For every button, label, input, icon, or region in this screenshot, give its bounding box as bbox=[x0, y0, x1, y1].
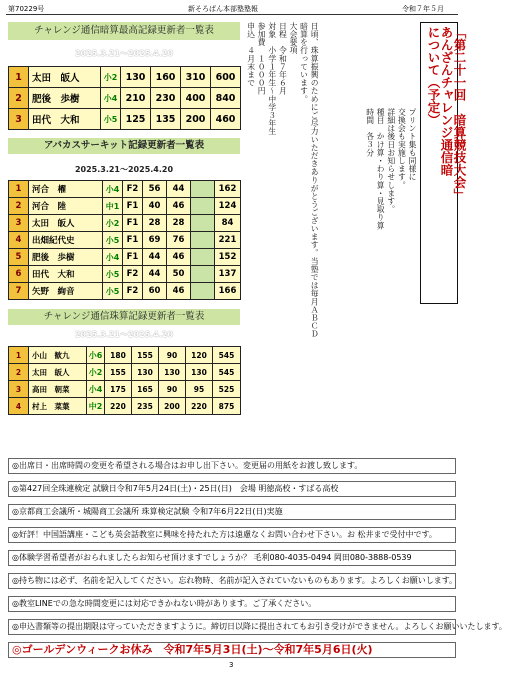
newsletter-title: 新そろばん本部塾塾報 bbox=[188, 5, 258, 13]
table-row: 6 田代 大和 小5 F2 44 50 137 bbox=[9, 266, 241, 283]
table-row: 1 小山 歓九 小6 180 155 90 120 545 bbox=[9, 347, 241, 364]
notice-item: ◎出席日・出席時間の変更を希望される場合はお申し出下さい。変更届の用紙をお渡し致します。 bbox=[8, 458, 456, 474]
table-row: 3 田代 大和 小5 125 135 200 460 bbox=[9, 109, 241, 130]
notice-item: ◎申込書類等の提出期限は守っていただきますように。締切日以降に提出されてもお引き受けができません。よろしくお願いいたします。 bbox=[8, 619, 456, 635]
notice-item: ◎持ち物には必ず、名前を記入してください。忘れ物時、名前が記入されていないものもあります。よろしくお願いします。 bbox=[8, 573, 456, 589]
table-row: 1 河合 櫂 小4 F2 56 44 162 bbox=[9, 181, 241, 198]
article-title: 「第二十一回 暗算競技大会」 あんざんチャレンジ通信暗 について（予定） bbox=[426, 26, 467, 201]
value-bar bbox=[191, 198, 215, 215]
table-row: 2 河合 陸 中1 F1 40 46 124 bbox=[9, 198, 241, 215]
table-row: 4 出畑紀代史 小5 F1 69 76 221 bbox=[9, 232, 241, 249]
table-row: 2 肥後 歩樹 小4 210 230 400 840 bbox=[9, 88, 241, 109]
notice-item: ◎ゴールデンウィークお休み 令和7年5月3日(土)～令和7年5月6日(火) bbox=[8, 642, 456, 658]
value-bar bbox=[191, 249, 215, 266]
table-row: 7 矢野 絢音 小5 F2 60 46 166 bbox=[9, 283, 241, 300]
section1-banner: チャレンジ通信暗算最高記録更新者一覧表 bbox=[8, 22, 240, 40]
section2-period: 2025.3.21～2025.4.20 bbox=[74, 165, 174, 174]
issue-date: 令和７年５月 bbox=[402, 5, 444, 13]
article-body: 日頃、珠算振興のためにご尽力いただきありがとうございます。当塾では毎月ＡＢＣＤ暗算を行っています。 大会要項 日程 令和７年６月 対象 小学１年生〜中学３年生 参加費 １０００円 申込 ４月末まで bbox=[246, 22, 320, 338]
table-row: 2 太田 皈人 小2 155 130 130 130 545 bbox=[9, 364, 241, 381]
article-body-2: プリント集も同様に 交換会も実施します。 詳細は後日お知らせします。 種目 かけ算・わり算・見取り算 時間 各３分 bbox=[365, 108, 417, 230]
value-bar bbox=[191, 181, 215, 198]
value-bar bbox=[191, 215, 215, 232]
value-bar bbox=[191, 232, 215, 249]
section3-period: 2025.3.21～2025.4.20 bbox=[74, 330, 174, 339]
section1-period: 2025.3.21～2025.4.20 bbox=[74, 49, 174, 58]
notice-item: ◎教室LINEでの急な時間変更には対応できかねない時があります。ご了承ください。 bbox=[8, 596, 456, 612]
table-row: 3 高田 朝菜 小4 175 165 90 95 525 bbox=[9, 381, 241, 398]
notice-item: ◎体験学習希望者がおられましたらお知らせ頂けますでしょうか？ 毛利080-4035-0494 岡田080-3888-0539 bbox=[8, 550, 456, 566]
section2-banner: アバカスサーキット記録更新者一覧表 bbox=[8, 138, 240, 154]
value-bar bbox=[191, 283, 215, 300]
table-row: 4 村上 菜葉 中2 220 235 200 220 875 bbox=[9, 398, 241, 415]
section3-banner: チャレンジ通信珠算記録更新者一覧表 bbox=[8, 309, 240, 325]
value-bar bbox=[191, 266, 215, 283]
issue-number: 第70229号 bbox=[8, 5, 45, 13]
notice-item: ◎京都商工会議所・城陽商工会議所 珠算検定試験 令和7年6月22日(日)実施 bbox=[8, 504, 456, 520]
table-row: 1 太田 皈人 小2 130 160 310 600 bbox=[9, 67, 241, 88]
notice-item: ◎第427回全珠連検定 試験日令和7年5月24日(土)・25日(日) 会場 明徳高校・すばる高校 bbox=[8, 481, 456, 497]
section3-table bbox=[8, 346, 241, 415]
header-divider bbox=[6, 14, 458, 15]
table-row: 3 太田 皈人 小2 F1 28 28 84 bbox=[9, 215, 241, 232]
section1-table bbox=[8, 66, 241, 130]
table-row: 5 肥後 歩樹 小4 F1 44 46 152 bbox=[9, 249, 241, 266]
notice-item: ◎好評！中国語講座・こども英会話教室に興味を持たれた方は遠慮なくお問い合わせ下さい。お 松井まで受付中です。 bbox=[8, 527, 456, 543]
page-number: 3 bbox=[229, 661, 234, 669]
section2-table bbox=[8, 180, 241, 300]
